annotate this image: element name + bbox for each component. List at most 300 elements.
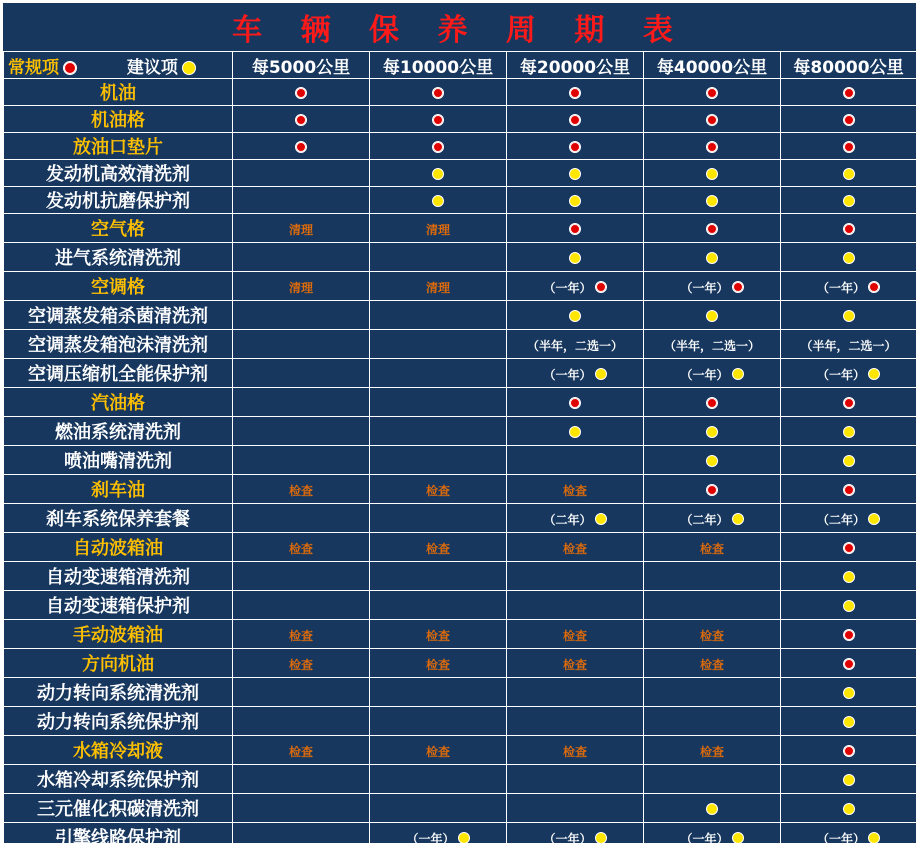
item-name: 自动变速箱清洗剂: [4, 562, 233, 591]
interval-cell: [370, 388, 507, 417]
table-row: [4, 106, 917, 133]
table-row: [4, 620, 917, 649]
interval-cell: [507, 243, 644, 272]
interval-cell: [781, 417, 917, 446]
interval-cell: [233, 301, 370, 330]
interval-cell: [644, 620, 781, 649]
interval-cell: [781, 562, 917, 591]
interval-cell: [370, 823, 507, 852]
table-row: [4, 823, 917, 852]
suggested-dot-icon: [569, 310, 581, 322]
period-prefix: （一年）: [680, 831, 729, 846]
interval-cell: [233, 678, 370, 707]
regular-dot-icon: [843, 658, 855, 670]
regular-dot-icon: [843, 745, 855, 757]
interval-cell: [781, 678, 917, 707]
regular-dot-icon: [595, 281, 607, 293]
note-text: 检查: [288, 744, 313, 759]
interval-cell: [370, 475, 507, 504]
interval-cell: [233, 823, 370, 852]
item-name: 机油: [4, 79, 233, 106]
interval-cell: [781, 446, 917, 475]
interval-cell: [233, 504, 370, 533]
item-name: 空调格: [4, 272, 233, 301]
table-row: [4, 562, 917, 591]
interval-cell: [370, 359, 507, 388]
interval-cell: [644, 736, 781, 765]
table-row: [4, 504, 917, 533]
interval-cell: [644, 330, 781, 359]
interval-cell: [507, 707, 644, 736]
interval-cell: [781, 736, 917, 765]
suggested-dot-icon: [706, 195, 718, 207]
interval-cell: [507, 160, 644, 187]
interval-cell: [370, 301, 507, 330]
interval-cell: [233, 620, 370, 649]
interval-cell: [370, 736, 507, 765]
interval-cell: [644, 446, 781, 475]
regular-dot-icon: [706, 87, 718, 99]
note-text: 检查: [425, 628, 450, 643]
interval-cell: [507, 446, 644, 475]
interval-cell: [233, 475, 370, 504]
interval-cell: [507, 765, 644, 794]
suggested-dot-icon: [569, 195, 581, 207]
table-row: [4, 417, 917, 446]
note-text: 检查: [562, 744, 587, 759]
interval-cell: [233, 765, 370, 794]
interval-cell: [781, 359, 917, 388]
interval-cell: [233, 106, 370, 133]
note-text: 检查: [562, 657, 587, 672]
note-text: 检查: [425, 744, 450, 759]
item-name: 空气格: [4, 214, 233, 243]
regular-dot-icon: [706, 484, 718, 496]
interval-cell: [781, 187, 917, 214]
interval-cell: [370, 794, 507, 823]
item-name: 三元催化积碳清洗剂: [4, 794, 233, 823]
interval-cell: [781, 160, 917, 187]
period-prefix: （一年）: [543, 367, 592, 382]
item-name: 喷油嘴清洗剂: [4, 446, 233, 475]
regular-dot-icon: [569, 87, 581, 99]
regular-dot-icon: [569, 223, 581, 235]
item-name: 发动机高效清洗剂: [4, 160, 233, 187]
interval-cell: [233, 272, 370, 301]
interval-header: 每40000公里: [644, 52, 781, 79]
note-text: 检查: [425, 541, 450, 556]
interval-cell: [781, 504, 917, 533]
interval-cell: [507, 736, 644, 765]
note-text: 检查: [699, 744, 724, 759]
interval-cell: [781, 475, 917, 504]
interval-cell: [644, 678, 781, 707]
interval-cell: [370, 446, 507, 475]
period-prefix: （二年）: [816, 512, 865, 527]
interval-cell: [644, 133, 781, 160]
regular-dot-icon: [706, 141, 718, 153]
note-text: 清理: [288, 280, 313, 295]
suggested-dot-icon: [843, 310, 855, 322]
alt-text: （半年，二选一）: [800, 338, 897, 353]
item-name: 自动变速箱保护剂: [4, 591, 233, 620]
item-name: 动力转向系统保护剂: [4, 707, 233, 736]
interval-cell: [233, 359, 370, 388]
table-row: [4, 243, 917, 272]
interval-cell: [507, 301, 644, 330]
item-name: 汽油格: [4, 388, 233, 417]
interval-cell: [644, 243, 781, 272]
interval-cell: [781, 649, 917, 678]
suggested-dot-icon: [458, 832, 470, 844]
note-text: 检查: [562, 541, 587, 556]
interval-cell: [233, 707, 370, 736]
interval-cell: [644, 301, 781, 330]
interval-header: 每80000公里: [781, 52, 917, 79]
item-name: 手动波箱油: [4, 620, 233, 649]
interval-cell: [644, 823, 781, 852]
interval-cell: [233, 794, 370, 823]
interval-cell: [644, 794, 781, 823]
regular-dot-icon: [843, 542, 855, 554]
table-row: [4, 272, 917, 301]
interval-cell: [370, 79, 507, 106]
table-row: [4, 79, 917, 106]
interval-cell: [507, 649, 644, 678]
interval-cell: [644, 504, 781, 533]
suggested-dot-icon: [595, 368, 607, 380]
suggested-dot-icon: [706, 252, 718, 264]
interval-cell: [233, 736, 370, 765]
item-name: 空调蒸发箱泡沫清洗剂: [4, 330, 233, 359]
interval-header: 每10000公里: [370, 52, 507, 79]
item-name: 发动机抗磨保护剂: [4, 187, 233, 214]
table-row: [4, 359, 917, 388]
interval-cell: [233, 243, 370, 272]
suggested-dot-icon: [843, 168, 855, 180]
interval-cell: [233, 417, 370, 446]
interval-cell: [370, 649, 507, 678]
note-text: 检查: [562, 628, 587, 643]
period-prefix: （一年）: [680, 280, 729, 295]
period-prefix: （一年）: [816, 280, 865, 295]
interval-cell: [233, 562, 370, 591]
table-row: [4, 678, 917, 707]
item-name: 燃油系统清洗剂: [4, 417, 233, 446]
table-row: [4, 533, 917, 562]
interval-cell: [781, 707, 917, 736]
suggested-dot-icon: [843, 426, 855, 438]
interval-cell: [370, 591, 507, 620]
interval-cell: [507, 214, 644, 243]
suggested-dot-icon: [706, 168, 718, 180]
suggested-dot-icon: [843, 716, 855, 728]
regular-dot-icon: [295, 114, 307, 126]
suggested-dot-icon: [706, 310, 718, 322]
interval-cell: [233, 446, 370, 475]
item-name: 水箱冷却系统保护剂: [4, 765, 233, 794]
regular-dot-icon: [432, 141, 444, 153]
note-text: 检查: [699, 541, 724, 556]
note-text: 检查: [562, 483, 587, 498]
interval-cell: [644, 359, 781, 388]
table-row: [4, 765, 917, 794]
regular-dot-icon: [569, 141, 581, 153]
suggested-dot-icon: [182, 61, 196, 75]
interval-cell: [507, 359, 644, 388]
regular-dot-icon: [706, 223, 718, 235]
interval-cell: [233, 79, 370, 106]
page-title: 车 辆 保 养 周 期 表: [232, 13, 687, 48]
suggested-dot-icon: [843, 774, 855, 786]
interval-cell: [370, 330, 507, 359]
interval-cell: [233, 533, 370, 562]
note-text: 检查: [699, 657, 724, 672]
interval-cell: [644, 475, 781, 504]
suggested-dot-icon: [843, 803, 855, 815]
regular-dot-icon: [63, 61, 77, 75]
regular-dot-icon: [706, 397, 718, 409]
interval-cell: [781, 272, 917, 301]
interval-cell: [507, 417, 644, 446]
table-row: [4, 736, 917, 765]
interval-cell: [370, 620, 507, 649]
regular-dot-icon: [295, 141, 307, 153]
interval-cell: [233, 649, 370, 678]
suggested-dot-icon: [432, 195, 444, 207]
suggested-dot-icon: [868, 513, 880, 525]
interval-cell: [507, 388, 644, 417]
interval-cell: [644, 707, 781, 736]
suggested-dot-icon: [732, 513, 744, 525]
interval-cell: [507, 330, 644, 359]
interval-cell: [507, 620, 644, 649]
interval-cell: [370, 707, 507, 736]
suggested-dot-icon: [706, 803, 718, 815]
interval-cell: [644, 562, 781, 591]
interval-cell: [781, 620, 917, 649]
alt-text: （半年，二选一）: [663, 338, 760, 353]
regular-dot-icon: [868, 281, 880, 293]
header-row: [4, 52, 917, 79]
interval-cell: [644, 272, 781, 301]
table-row: [4, 591, 917, 620]
regular-dot-icon: [843, 484, 855, 496]
item-name: 空调蒸发箱杀菌清洗剂: [4, 301, 233, 330]
interval-cell: [370, 214, 507, 243]
regular-dot-icon: [569, 397, 581, 409]
period-prefix: （一年）: [816, 367, 865, 382]
table-row: [4, 649, 917, 678]
item-name: 刹车系统保养套餐: [4, 504, 233, 533]
interval-cell: [781, 133, 917, 160]
interval-cell: [233, 330, 370, 359]
interval-cell: [781, 106, 917, 133]
item-name: 放油口垫片: [4, 133, 233, 160]
interval-cell: [781, 243, 917, 272]
interval-cell: [644, 765, 781, 794]
interval-cell: [644, 79, 781, 106]
note-text: 检查: [288, 541, 313, 556]
interval-cell: [370, 765, 507, 794]
regular-dot-icon: [843, 223, 855, 235]
period-prefix: （一年）: [543, 280, 592, 295]
interval-cell: [781, 214, 917, 243]
period-prefix: （一年）: [543, 831, 592, 846]
interval-cell: [233, 160, 370, 187]
interval-header: 每20000公里: [507, 52, 644, 79]
suggested-dot-icon: [595, 832, 607, 844]
table-row: [4, 160, 917, 187]
table-row: [4, 707, 917, 736]
interval-cell: [507, 794, 644, 823]
interval-cell: [644, 649, 781, 678]
interval-cell: [781, 591, 917, 620]
interval-cell: [233, 133, 370, 160]
suggested-dot-icon: [843, 195, 855, 207]
period-prefix: （一年）: [406, 831, 455, 846]
interval-cell: [781, 79, 917, 106]
interval-cell: [781, 301, 917, 330]
note-text: 检查: [425, 483, 450, 498]
note-text: 检查: [288, 483, 313, 498]
interval-cell: [507, 591, 644, 620]
suggested-dot-icon: [843, 600, 855, 612]
interval-cell: [370, 243, 507, 272]
regular-dot-icon: [432, 87, 444, 99]
table-row: [4, 475, 917, 504]
suggested-dot-icon: [843, 455, 855, 467]
interval-cell: [781, 823, 917, 852]
item-name: 机油格: [4, 106, 233, 133]
maintenance-sheet: [3, 3, 916, 849]
regular-dot-icon: [432, 114, 444, 126]
note-text: 检查: [288, 628, 313, 643]
regular-dot-icon: [843, 87, 855, 99]
period-prefix: （一年）: [680, 367, 729, 382]
regular-dot-icon: [843, 141, 855, 153]
interval-cell: [370, 187, 507, 214]
interval-cell: [644, 187, 781, 214]
item-name: 引擎线路保护剂: [4, 823, 233, 852]
interval-cell: [370, 272, 507, 301]
suggested-dot-icon: [843, 687, 855, 699]
suggested-dot-icon: [569, 252, 581, 264]
suggested-dot-icon: [569, 426, 581, 438]
suggested-dot-icon: [432, 168, 444, 180]
interval-cell: [233, 591, 370, 620]
suggested-dot-icon: [706, 455, 718, 467]
regular-dot-icon: [569, 114, 581, 126]
item-name: 水箱冷却液: [4, 736, 233, 765]
interval-cell: [507, 133, 644, 160]
suggested-dot-icon: [732, 832, 744, 844]
item-name: 方向机油: [4, 649, 233, 678]
interval-cell: [507, 106, 644, 133]
regular-dot-icon: [295, 87, 307, 99]
regular-dot-icon: [706, 114, 718, 126]
item-name: 动力转向系统清洗剂: [4, 678, 233, 707]
suggested-dot-icon: [843, 571, 855, 583]
interval-cell: [781, 765, 917, 794]
interval-cell: [370, 504, 507, 533]
legend-suggested-label: 建议项: [126, 57, 178, 78]
alt-text: （半年，二选一）: [526, 338, 623, 353]
note-text: 清理: [425, 280, 450, 295]
interval-cell: [781, 533, 917, 562]
note-text: 检查: [288, 657, 313, 672]
item-name: 刹车油: [4, 475, 233, 504]
item-name: 空调压缩机全能保护剂: [4, 359, 233, 388]
table-row: [4, 330, 917, 359]
interval-cell: [507, 79, 644, 106]
interval-cell: [370, 562, 507, 591]
interval-cell: [644, 417, 781, 446]
interval-cell: [370, 160, 507, 187]
period-prefix: （二年）: [680, 512, 729, 527]
maintenance-table: [3, 51, 917, 852]
suggested-dot-icon: [569, 168, 581, 180]
interval-header: 每5000公里: [233, 52, 370, 79]
interval-cell: [370, 533, 507, 562]
suggested-dot-icon: [868, 832, 880, 844]
table-row: [4, 133, 917, 160]
legend-cell: [4, 52, 233, 79]
interval-cell: [507, 533, 644, 562]
regular-dot-icon: [843, 629, 855, 641]
interval-cell: [507, 272, 644, 301]
table-row: [4, 388, 917, 417]
interval-cell: [233, 388, 370, 417]
interval-cell: [507, 475, 644, 504]
item-name: 自动波箱油: [4, 533, 233, 562]
note-text: 清理: [425, 222, 450, 237]
suggested-dot-icon: [706, 426, 718, 438]
suggested-dot-icon: [595, 513, 607, 525]
interval-cell: [644, 106, 781, 133]
interval-cell: [781, 794, 917, 823]
interval-cell: [644, 388, 781, 417]
legend-regular-label: 常规项: [8, 57, 59, 78]
interval-cell: [507, 678, 644, 707]
table-row: [4, 214, 917, 243]
suggested-dot-icon: [732, 368, 744, 380]
note-text: 检查: [425, 657, 450, 672]
note-text: 清理: [288, 222, 313, 237]
regular-dot-icon: [843, 397, 855, 409]
interval-cell: [644, 160, 781, 187]
interval-cell: [781, 330, 917, 359]
interval-cell: [370, 106, 507, 133]
table-row: [4, 301, 917, 330]
table-row: [4, 187, 917, 214]
interval-cell: [644, 214, 781, 243]
interval-cell: [507, 504, 644, 533]
interval-cell: [507, 823, 644, 852]
note-text: 检查: [699, 628, 724, 643]
interval-cell: [233, 214, 370, 243]
suggested-dot-icon: [868, 368, 880, 380]
table-row: [4, 794, 917, 823]
interval-cell: [507, 187, 644, 214]
period-prefix: （一年）: [816, 831, 865, 846]
regular-dot-icon: [732, 281, 744, 293]
period-prefix: （二年）: [543, 512, 592, 527]
interval-cell: [370, 417, 507, 446]
table-row: [4, 446, 917, 475]
interval-cell: [644, 533, 781, 562]
suggested-dot-icon: [843, 252, 855, 264]
